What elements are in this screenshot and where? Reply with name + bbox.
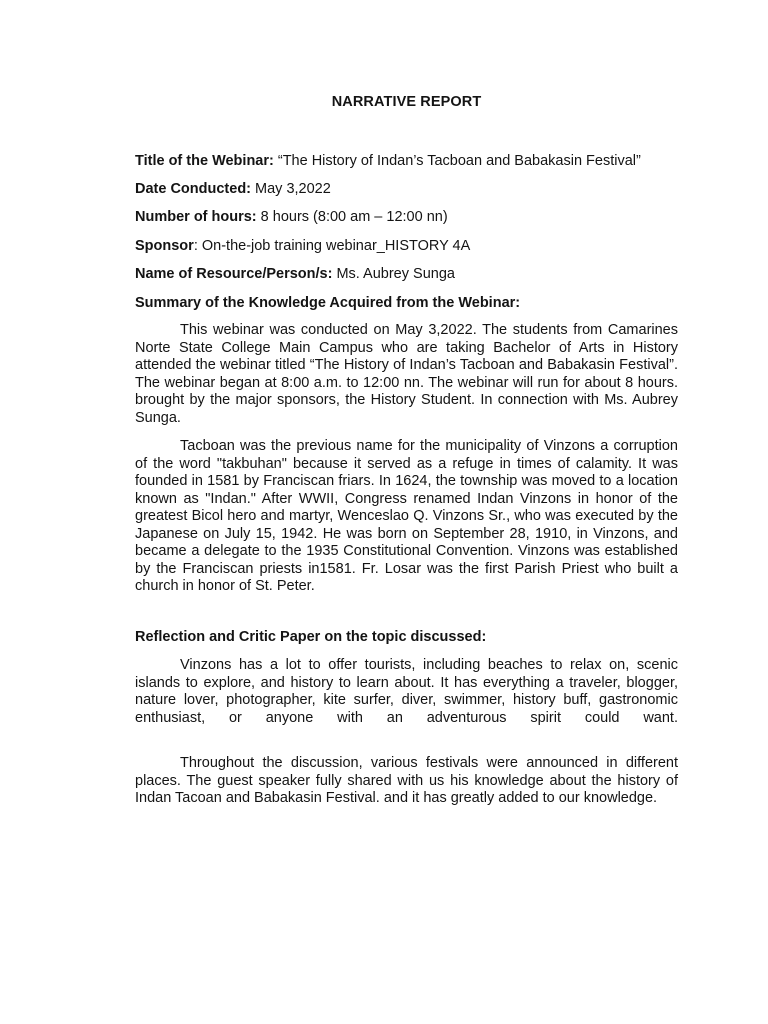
webinar-title-value: “The History of Indan’s Tacboan and Babakasin Festival” (273, 153, 641, 169)
document-title: NARRATIVE REPORT (331, 94, 482, 110)
reflection-paragraph: Throughout the discussion, various festivals were announced in different places. The guest speaker fully shared with us his knowledge about the history of Indan Tacoan and Babakasin Festival. and it has greatly added to our knowledge. (135, 755, 678, 806)
resource-person-field (135, 266, 678, 283)
number-of-hours-label: Number of hours: (135, 209, 257, 225)
webinar-title-label: Title of the Webinar: (135, 153, 274, 169)
number-of-hours-value: 8 hours (8:00 am – 12:00 nn) (256, 209, 448, 225)
reflection-paragraph: Vinzons has a lot to offer tourists, including beaches to relax on, scenic islands to explore, and history to learn about. It has everything a traveler, blogger, nature lover, photographer, kite surfer, diver, swimmer, history buff, gastronomic enthusiast, or anyone with an adventurous spirit could want. (135, 657, 678, 726)
summary-paragraph: This webinar was conducted on May 3,2022. The students from Camarines Norte State College Main Campus who are taking Bachelor of Arts in History attended the webinar titled “The History of Indan’s Tacboan and Babakasin Festival”. The webinar began at 8:00 a.m. to 12:00 nn. The webinar will run for about 8 hours. brought by the major sponsors, the History Student. In connection with Ms. Aubrey Sunga. (135, 322, 678, 426)
date-conducted-value: May 3,2022 (251, 181, 331, 197)
sponsor-field (135, 238, 678, 255)
sponsor-label: Sponsor (135, 238, 194, 254)
reflection-heading: Reflection and Critic Paper on the topic discussed: (135, 629, 487, 645)
summary-paragraph: Tacboan was the previous name for the municipality of Vinzons a corruption of the word "takbuhan" because it served as a refuge in times of calamity. It was founded in 1581 by Franciscan friars. In 1624, the township was moved to a location known as "Indan." After WWII, Congress renamed Indan Vinzons in honor of the greatest Bicol hero and martyr, Wenceslao Q. Vinzons Sr., who was executed by the Japanese on July 15, 1942. He was born on September 28, 1910, in Vinzons, and became a delegate to the 1935 Constitutional Convention. Vinzons was established by the Franciscan priests in1581. Fr. Losar was the first Parish Priest who built a church in honor of St. Peter. (135, 438, 678, 594)
summary-heading: Summary of the Knowledge Acquired from the Webinar: (135, 295, 521, 311)
number-of-hours-field (135, 209, 678, 226)
date-conducted-label: Date Conducted: (135, 181, 251, 197)
date-conducted-field (135, 181, 678, 198)
resource-person-label: Name of Resource/Person/s: (135, 266, 333, 282)
resource-person-value: Ms. Aubrey Sunga (332, 266, 455, 282)
sponsor-value: : On-the-job training webinar_HISTORY 4A (193, 238, 471, 254)
webinar-title-field (135, 153, 678, 170)
